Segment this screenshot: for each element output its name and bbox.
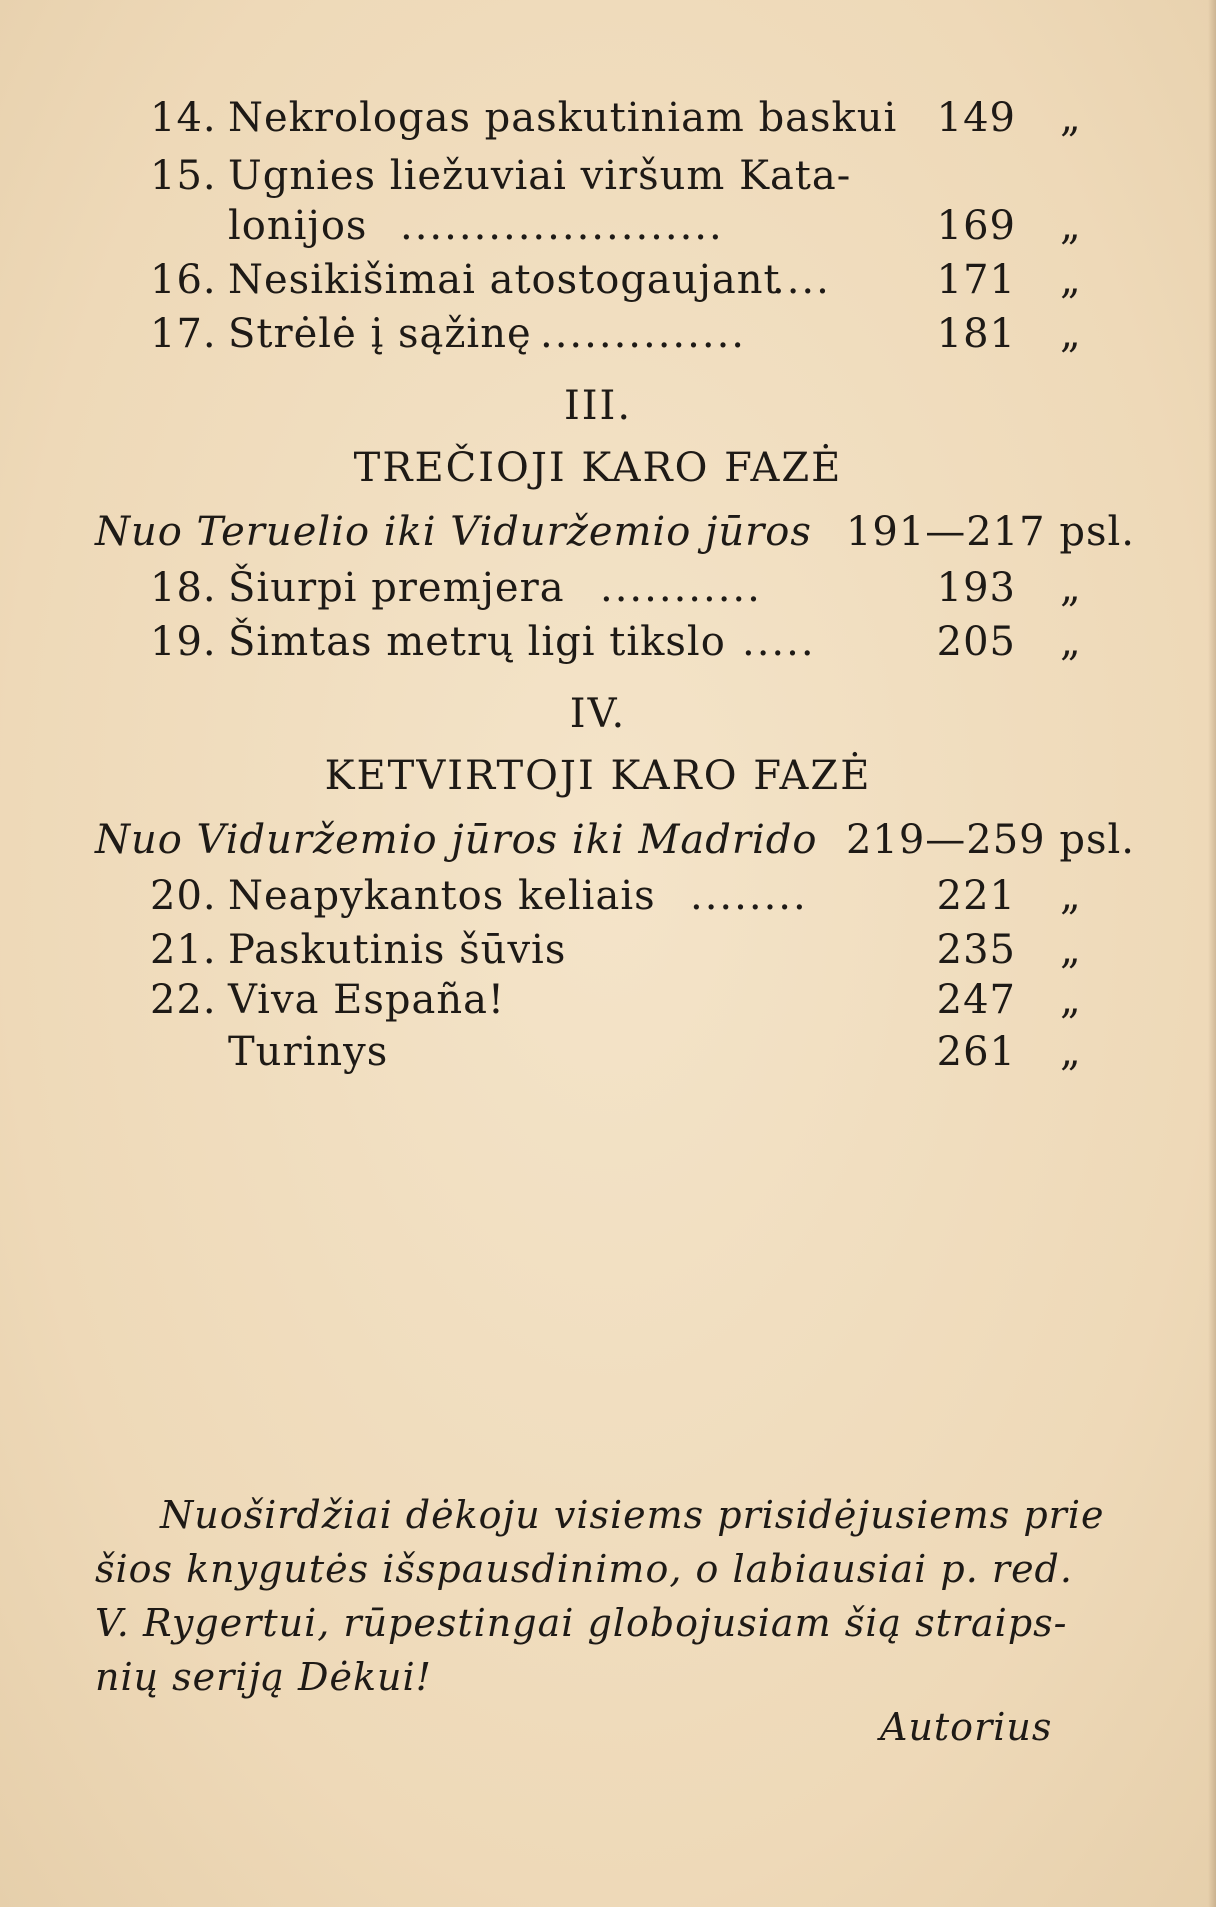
- ack-line: šios knygutės išspausdinimo, o labiausiai p. red.: [95, 1547, 1073, 1591]
- ditto-mark: „: [1060, 619, 1082, 665]
- author-signature: Autorius: [880, 1705, 1053, 1749]
- section-number: IV.: [569, 691, 627, 737]
- range-text: Nuo Teruelio iki Viduržemio jūros: [95, 509, 812, 555]
- entry-number: 21.: [150, 927, 217, 973]
- entry-title: Turinys: [228, 1029, 389, 1075]
- entry-title: Neapykantos keliais: [228, 873, 656, 919]
- ack-line: V. Rygertui, rūpestingai globojusiam šią straips-: [95, 1601, 1068, 1645]
- leader-dots: .....: [742, 619, 816, 665]
- entry-title: Šiurpi premjera: [228, 565, 565, 611]
- entry-title: Šimtas metrų ligi tikslo: [228, 619, 726, 665]
- entry-title: lonijos: [228, 203, 368, 249]
- toc-entry: [0, 616, 1216, 668]
- entry-page: 171: [936, 257, 1016, 303]
- entry-page: 193: [936, 565, 1016, 611]
- entry-title: Strėlė į sąžinę: [228, 311, 532, 357]
- entry-page: 205: [936, 619, 1016, 665]
- toc-entry: [0, 974, 1216, 1026]
- range-pages: 191—217 psl.: [845, 509, 1135, 555]
- toc-entry: [0, 924, 1216, 976]
- entry-page: 169: [936, 203, 1016, 249]
- ditto-mark: „: [1060, 203, 1082, 249]
- section-number: III.: [563, 383, 633, 429]
- entry-number: 20.: [150, 873, 217, 919]
- toc-entry: [0, 200, 1216, 252]
- ditto-mark: „: [1060, 311, 1082, 357]
- toc-entry: [0, 92, 1216, 144]
- entry-page: 221: [936, 873, 1016, 919]
- range-pages: 219—259 psl.: [845, 817, 1135, 863]
- section-range: [95, 506, 1135, 558]
- section-heading: KETVIRTOJI KARO FAZĖ: [324, 753, 872, 799]
- toc-entry: [0, 308, 1216, 360]
- leader-dots: ........: [690, 873, 808, 919]
- entry-page: 235: [936, 927, 1016, 973]
- entry-number: 15.: [150, 153, 217, 199]
- toc-entry: [0, 562, 1216, 614]
- section-range: [95, 814, 1135, 866]
- toc-entry: [0, 1026, 1216, 1078]
- toc-entry: [0, 254, 1216, 306]
- range-text: Nuo Viduržemio jūros iki Madrido: [95, 817, 818, 863]
- ditto-mark: „: [1060, 257, 1082, 303]
- entry-number: 18.: [150, 565, 217, 611]
- ack-line: nių seriją Dėkui!: [95, 1655, 432, 1699]
- entry-page: 247: [936, 977, 1016, 1023]
- entry-number: 14.: [150, 95, 217, 141]
- entry-title: Viva España!: [228, 977, 505, 1023]
- entry-title: Nesikišimai atostogaujant: [228, 257, 781, 303]
- ditto-mark: „: [1060, 873, 1082, 919]
- leader-dots: ......................: [400, 203, 724, 249]
- ditto-mark: „: [1060, 95, 1082, 141]
- entry-page: 261: [936, 1029, 1016, 1075]
- leader-dots: ..............: [540, 311, 747, 357]
- leader-dots: ...........: [600, 565, 762, 611]
- leader-dots: ....: [772, 257, 831, 303]
- entry-title: Ugnies liežuviai viršum Kata-: [228, 153, 852, 199]
- acknowledgement: [95, 1488, 1115, 1704]
- entry-number: 17.: [150, 311, 217, 357]
- toc-entry: [0, 150, 1216, 202]
- toc-entry: [0, 870, 1216, 922]
- ditto-mark: „: [1060, 977, 1082, 1023]
- ditto-mark: „: [1060, 927, 1082, 973]
- entry-title: Nekrologas paskutiniam baskui: [228, 95, 898, 141]
- entry-page: 181: [936, 311, 1016, 357]
- entry-number: 22.: [150, 977, 217, 1023]
- entry-title: Paskutinis šūvis: [228, 927, 567, 973]
- ditto-mark: „: [1060, 1029, 1082, 1075]
- entry-page: 149: [936, 95, 1016, 141]
- ditto-mark: „: [1060, 565, 1082, 611]
- ack-line: Nuoširdžiai dėkoju visiems prisidėjusiems prie: [160, 1493, 1105, 1537]
- section-heading: TREČIOJI KARO FAZĖ: [353, 445, 843, 491]
- entry-number: 19.: [150, 619, 217, 665]
- entry-number: 16.: [150, 257, 217, 303]
